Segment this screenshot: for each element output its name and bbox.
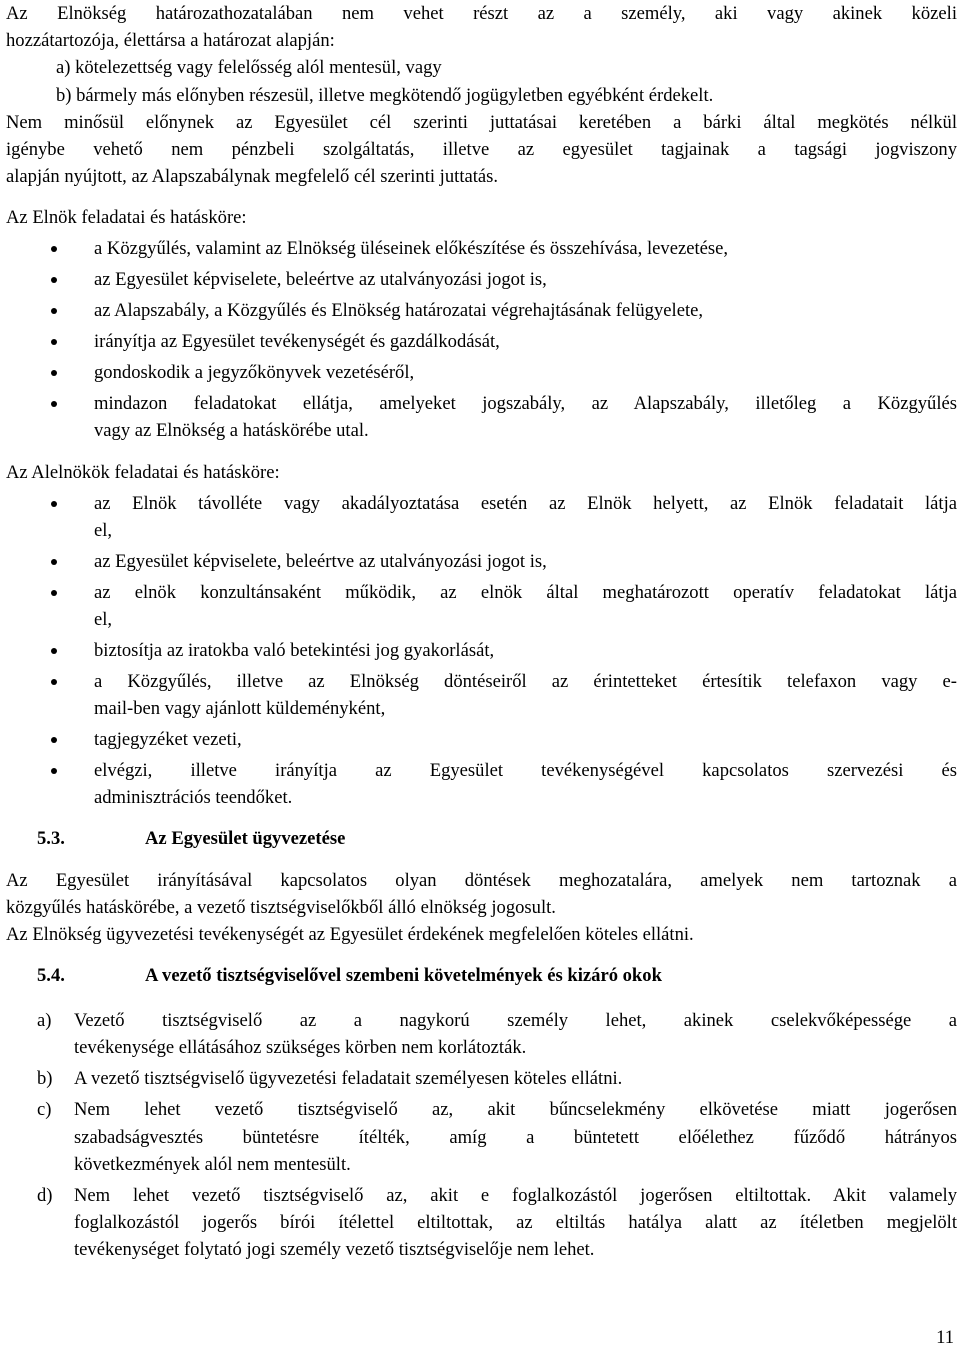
document-page	[6, 0, 957, 1263]
alelnok-item: az Elnök távolléte vagy akadályoztatása esetén az Elnök helyett, az Elnök feladatait látja el,	[6, 490, 957, 544]
alelnok-item: tagjegyzéket vezeti,	[6, 726, 957, 753]
intro-paragraph-line-1: Nem minősül előnynek az Egyesület cél szerinti juttatásai keretében a bárki által megkötés nélkül	[6, 111, 957, 133]
bullet-icon	[51, 590, 57, 596]
section-5-3-line-3: Az Elnökség ügyvezetési tevékenységét az Egyesület érdekének megfelelően köteles ellátni.	[6, 923, 694, 945]
intro-paragraph-line-2: igénybe vehető nem pénzbeli szolgáltatás, illetve az egyesület tagjainak a tagsági jogviszony	[6, 138, 957, 160]
requirement-item-a: a) Vezető tisztségviselő az a nagykorú személy lehet, akinek cselekvőképessége a tevékenysége ellátásához szükséges körben nem korlátozták.	[6, 1007, 957, 1061]
elnok-item: gondoskodik a jegyzőkönyvek vezetéséről,	[6, 359, 957, 386]
elnok-item: a Közgyűlés, valamint az Elnökség üléseinek előkészítése és összehívása, levezetése,	[6, 235, 957, 262]
bullet-icon	[51, 277, 57, 283]
intro-paragraph-line-3: alapján nyújtott, az Alapszabálynak megfelelő cél szerinti juttatás.	[6, 166, 499, 188]
bullet-icon	[51, 679, 57, 685]
item-letter: b)	[37, 1068, 53, 1090]
elnok-item: az Egyesület képviselete, beleértve az utalványozási jogot is,	[6, 266, 957, 293]
alelnok-title: Az Alelnökök feladatai és hatásköre:	[6, 461, 280, 483]
item-letter: a)	[37, 1010, 52, 1032]
bullet-icon	[51, 308, 57, 314]
requirement-item-c: c) Nem lehet vezető tisztségviselő az, akit bűncselekmény elkövetése miatt jogerősen szabadságvesztés büntetésre ítélték, amíg a büntetett előélethez fűződő hátrányos következmények alól nem mentesült.	[6, 1096, 957, 1178]
alelnok-item: az Egyesület képviselete, beleértve az utalványozási jogot is,	[6, 548, 957, 575]
intro-line-1: Az Elnökség határozathozatalában nem vehet részt az a személy, aki vagy akinek közeli	[6, 3, 957, 24]
item-letter: d)	[37, 1184, 53, 1206]
section-number: 5.3.	[37, 828, 65, 850]
bullet-icon	[51, 648, 57, 654]
bullet-icon	[51, 339, 57, 345]
bullet-icon	[51, 370, 57, 376]
bullet-icon	[51, 737, 57, 743]
elnok-item: irányítja az Egyesület tevékenységét és gazdálkodását,	[6, 328, 957, 355]
section-5-3-line-1: Az Egyesület irányításával kapcsolatos olyan döntések meghozatalára, amelyek nem tartoznak a	[6, 869, 957, 891]
intro-line-2: hozzátartozója, élettársa a határozat alapján:	[6, 30, 335, 52]
alelnok-item: az elnök konzultánsaként működik, az elnök által meghatározott operatív feladatokat látja el,	[6, 579, 957, 633]
intro-item-b: b) bármely más előnyben részesül, illetve megkötendő jogügyletben egyébként érdekelt.	[56, 84, 714, 106]
section-heading-5-3	[6, 825, 957, 852]
bullet-icon	[51, 559, 57, 565]
item-letter: c)	[37, 1099, 52, 1121]
alelnok-item: biztosítja az iratokba való betekintési jog gyakorlását,	[6, 637, 957, 664]
requirement-item-b: b) A vezető tisztségviselő ügyvezetési feladatait személyesen köteles ellátni.	[6, 1065, 957, 1092]
requirement-item-d: d) Nem lehet vezető tisztségviselő az, akit e foglalkozástól jogerősen eltiltottak. Akit valamely foglalkozástól jogerős bírói ítélettel eltiltottak, az eltiltás hatálya alatt az ítéletben megjelölt tevékenységet folytató jogi személy vezető tisztségviselője nem lehet.	[6, 1182, 957, 1264]
bullet-icon	[51, 246, 57, 252]
bullet-icon	[51, 768, 57, 774]
section-5-3-line-2: közgyűlés hatáskörébe, a vezető tisztségviselőkből álló elnökség jogosult.	[6, 896, 556, 918]
section-number: 5.4.	[37, 965, 65, 987]
bullet-icon	[51, 401, 57, 407]
section-heading-5-4	[6, 962, 957, 989]
section-title: A vezető tisztségviselővel szembeni követelmények és kizáró okok	[145, 965, 662, 987]
alelnok-item: elvégzi, illetve irányítja az Egyesület tevékenységével kapcsolatos szervezési és adminisztrációs teendőket.	[6, 757, 957, 811]
alelnok-item: a Közgyűlés, illetve az Elnökség döntéseiről az érintetteket értesítik telefaxon vagy e- mail-ben vagy ajánlott küldeményként,	[6, 668, 957, 722]
intro-item-a: a) kötelezettség vagy felelősség alól mentesül, vagy	[56, 57, 442, 79]
elnok-title: Az Elnök feladatai és hatásköre:	[6, 207, 247, 229]
elnok-item: az Alapszabály, a Közgyűlés és Elnökség határozatai végrehajtásának felügyelete,	[6, 297, 957, 324]
bullet-icon	[51, 501, 57, 507]
page-number: 11	[936, 1327, 954, 1348]
elnok-item: mindazon feladatokat ellátja, amelyeket jogszabály, az Alapszabály, illetőleg a Közgyűlés vagy az Elnökség a hatáskörébe utal.	[6, 390, 957, 444]
section-title: Az Egyesület ügyvezetése	[145, 828, 346, 850]
